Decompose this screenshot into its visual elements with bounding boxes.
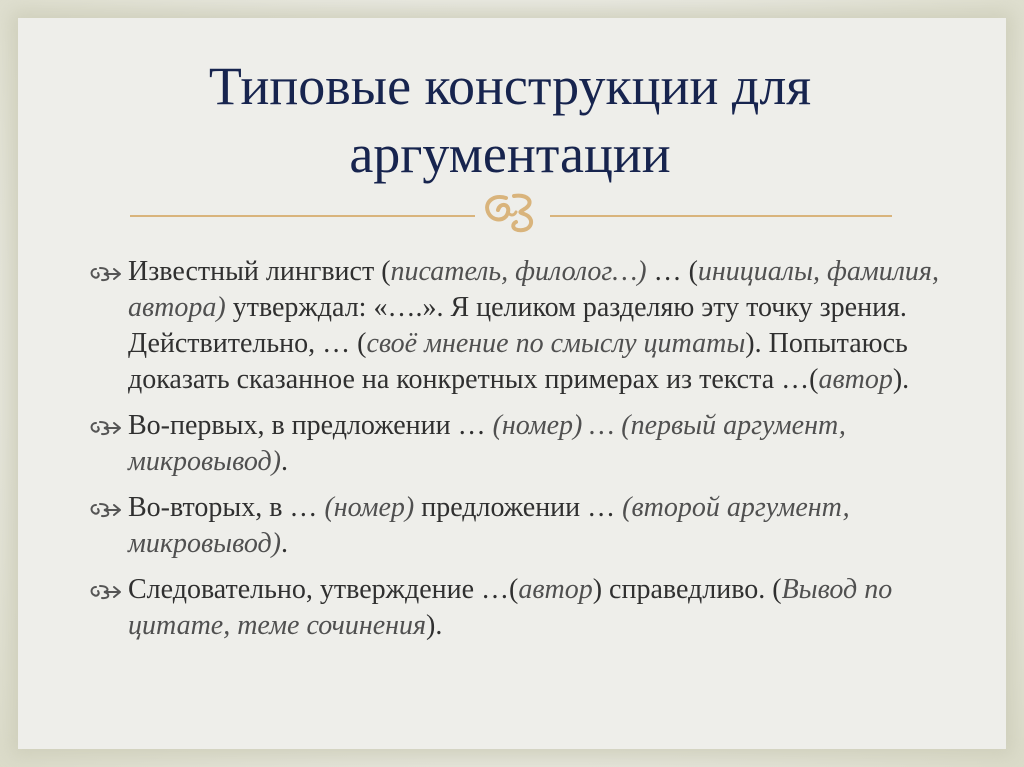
- bullet-text: ) справедливо. (: [592, 574, 782, 605]
- bullet-text: ). Попытаюсь доказать сказанное на конкретных примерах из текста …(: [128, 328, 908, 395]
- ornamental-flourish-icon: [472, 188, 552, 236]
- bullet-text-italic: (номер): [324, 492, 415, 523]
- bullet-text: утверждал: «….». Я целиком разделяю эту точку зрения. Действительно, … (: [128, 292, 907, 359]
- divider-line-right: [550, 215, 892, 217]
- divider-line-left: [130, 215, 475, 217]
- ornamental-bullet-icon: [88, 265, 124, 283]
- bullet-text-italic: своё мнение по смыслу цитаты: [366, 328, 746, 359]
- bullet-text-italic: автор: [518, 574, 593, 605]
- title-line-2: аргументации: [349, 124, 671, 184]
- bullet-item: [88, 254, 948, 398]
- bullet-item: [88, 408, 948, 480]
- bullet-text: ).: [892, 364, 910, 395]
- title-line-1: Типовые конструкции для: [208, 56, 812, 116]
- bullet-text-italic: Вывод по цитате, теме сочинения: [128, 574, 893, 641]
- slide-title: [100, 52, 920, 188]
- bullet-text: Известный лингвист (: [128, 256, 391, 287]
- ornamental-bullet-icon: [88, 501, 124, 519]
- bullet-text-italic: писатель, филолог…): [390, 256, 654, 287]
- bullet-text: предложении …: [414, 492, 623, 523]
- bullet-text: .: [281, 446, 288, 477]
- ornamental-bullet-icon: [88, 583, 124, 601]
- bullet-text-italic: автор: [818, 364, 893, 395]
- bullet-text: … (: [653, 256, 698, 287]
- bullet-text: Следовательно, утверждение …(: [128, 574, 519, 605]
- bullet-text-italic: (номер) … (первый аргумент, микровывод): [128, 410, 846, 477]
- bullet-list: [88, 254, 948, 654]
- bullet-text: Во-первых, в предложении …: [128, 410, 493, 441]
- bullet-text: .: [281, 528, 288, 559]
- bullet-item: [88, 490, 948, 562]
- bullet-text: ).: [426, 610, 443, 641]
- bullet-item: [88, 572, 948, 644]
- ornamental-bullet-icon: [88, 419, 124, 437]
- bullet-text: Во-вторых, в …: [128, 492, 325, 523]
- bullet-text-italic: инициалы, фамилия, автора): [128, 256, 939, 323]
- bullet-text-italic: (второй аргумент, микровывод): [128, 492, 850, 559]
